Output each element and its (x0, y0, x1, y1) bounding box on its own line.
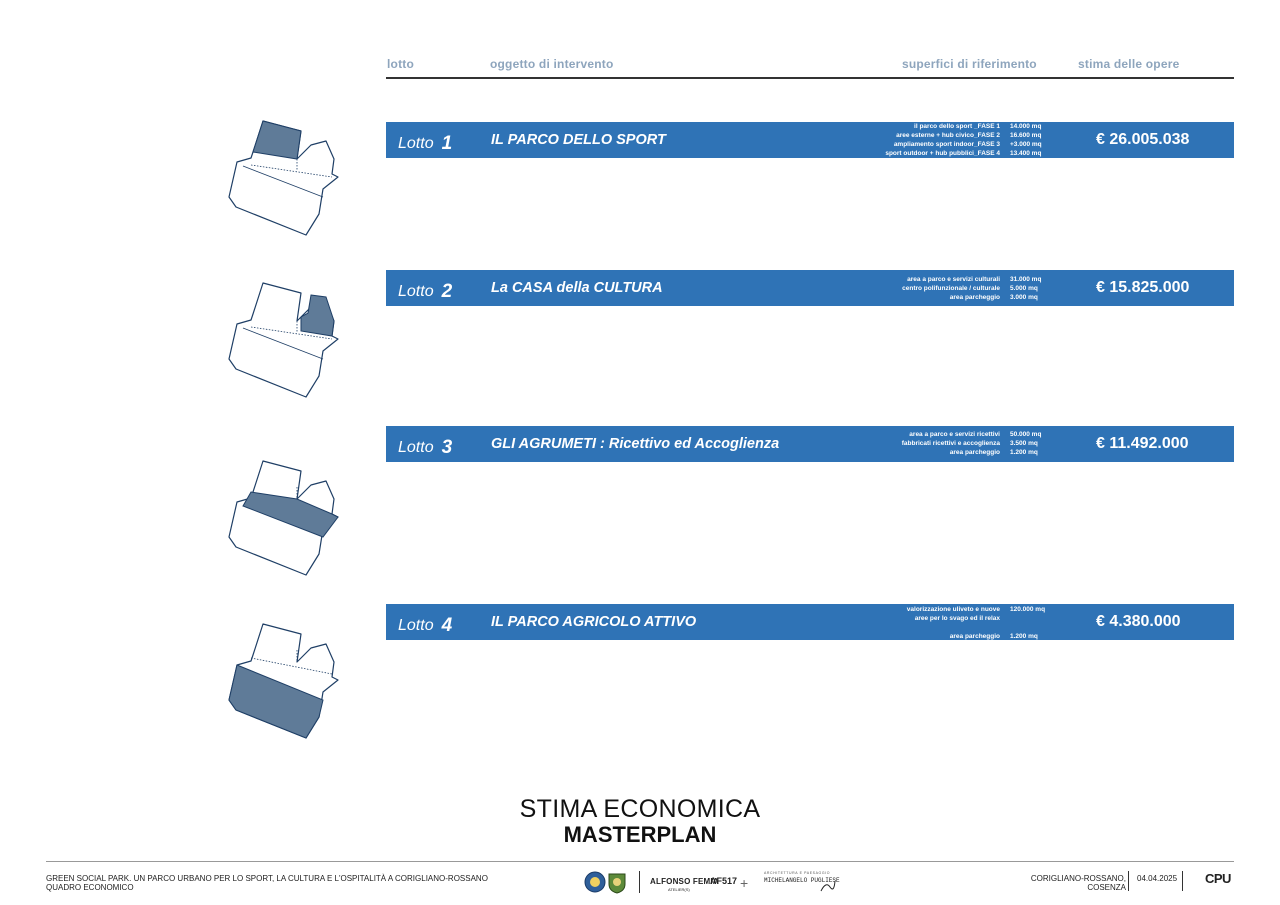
logo-femia: ALFONSO FEMIA (650, 877, 719, 886)
area-value: 50.000 mq (1010, 431, 1042, 438)
lot-1-areas (883, 122, 1042, 158)
lot-3-prefix: Lotto (398, 439, 434, 456)
lot-4-estimate: € 4.380.000 (1096, 613, 1181, 630)
site-plan-lot-3 (226, 459, 340, 577)
lot-4-areas (883, 605, 1045, 641)
crest-logo-icon (584, 871, 606, 893)
site-plan-lot-2 (226, 281, 340, 399)
lot-2-prefix: Lotto (398, 283, 434, 300)
footer-divider (46, 861, 1234, 862)
area-value: 1.200 mq (1010, 449, 1038, 456)
header-lotto: lotto (387, 57, 414, 71)
lot-2-label (398, 280, 452, 302)
header-divider (386, 77, 1234, 79)
area-label: area parcheggio (949, 633, 1000, 640)
lot-4-label (398, 614, 452, 636)
area-value: 3.000 mq (1010, 294, 1038, 301)
lot-1-label (398, 132, 452, 154)
area-label: area parcheggio (949, 449, 1000, 456)
area-label: fabbricati ricettivi e accoglienza (901, 440, 1000, 447)
footer-logos (584, 869, 844, 895)
area-label: area a parco e servizi ricettivi (909, 431, 1000, 438)
lot-2-areas (883, 275, 1041, 302)
area-label: area parcheggio (949, 294, 1000, 301)
header-stima: stima delle opere (1078, 57, 1180, 71)
footer-date: 04.04.2025 (1137, 874, 1178, 883)
lot-3-label (398, 436, 452, 458)
lot-3-title: GLI AGRUMETI : Ricettivo ed Accoglienza (491, 436, 780, 452)
footer-city-line2: COSENZA (1087, 883, 1126, 892)
lot-1-estimate: € 26.005.038 (1096, 131, 1190, 148)
footer-city-line1: CORIGLIANO-ROSSANO, (1030, 874, 1126, 883)
lot-3-number: 3 (441, 437, 453, 458)
footer-project (46, 874, 488, 892)
site-plan-lot-4 (226, 622, 340, 740)
footer-project-line1: GREEN SOCIAL PARK. UN PARCO URBANO PER LO SPORT, LA CULTURA E L'OSPITALITÀ A CORIGLIANO-ROSSANO (46, 874, 488, 883)
logo-separator (639, 871, 640, 893)
logo-femia-sub: ATELIER(S) (668, 887, 690, 892)
lot-1-number: 1 (441, 133, 453, 154)
area-value: 1.200 mq (1010, 633, 1038, 640)
area-label: sport outdoor + hub pubblici_FASE 4 (885, 150, 1000, 157)
area-label: ampliamento sport indoor_FASE 3 (893, 141, 1000, 148)
lot-1-prefix: Lotto (398, 135, 434, 152)
area-value: 3.500 mq (1010, 440, 1038, 447)
brand-logo: CPU (1205, 871, 1231, 886)
summary-subtitle: MASTERPLAN (563, 822, 717, 847)
lot-3-areas (883, 430, 1041, 457)
lot-1-row (386, 122, 1234, 158)
municipal-crest-icon (607, 870, 627, 894)
lot-2-number: 2 (441, 281, 453, 302)
footer-location (1020, 874, 1126, 892)
signature-mark-icon (820, 879, 836, 893)
logo-pugliese-top: ARCHITETTURA E PAESAGGIO (764, 871, 831, 875)
lot-2-estimate: € 15.825.000 (1096, 279, 1190, 296)
lot-4-row (386, 604, 1234, 640)
site-plan-lot-1 (226, 119, 340, 237)
area-label: valorizzazione uliveto e nuove (906, 606, 1000, 613)
area-value: 13.400 mq (1010, 150, 1042, 157)
lot-1-title: IL PARCO DELLO SPORT (491, 132, 666, 148)
area-value: 14.000 mq (1010, 123, 1042, 130)
area-label: il parco dello sport _FASE 1 (914, 123, 1000, 130)
lot-3-estimate: € 11.492.000 (1096, 435, 1189, 452)
lot-4-prefix: Lotto (398, 617, 434, 634)
area-label: centro polifunzionale / culturale (902, 285, 1000, 292)
area-value: 5.000 mq (1010, 285, 1038, 292)
lot-2-title: La CASA della CULTURA (491, 280, 663, 296)
area-value: 16.600 mq (1010, 132, 1042, 139)
area-value: +3.000 mq (1010, 141, 1042, 148)
area-value: 31.000 mq (1010, 276, 1042, 283)
area-label: aree per lo svago ed il relax (914, 615, 1000, 622)
lot-4-title: IL PARCO AGRICOLO ATTIVO (491, 614, 697, 630)
summary-title: STIMA ECONOMICA (519, 795, 761, 823)
header-oggetto: oggetto di intervento (490, 57, 614, 71)
area-label: aree esterne + hub civico_FASE 2 (896, 132, 1000, 139)
area-label: area a parco e servizi culturali (907, 276, 1000, 283)
area-value: 120.000 mq (1010, 606, 1046, 613)
footer-project-line2: QUADRO ECONOMICO (46, 883, 134, 892)
lot-4-number: 4 (441, 615, 453, 636)
lot-3-row (386, 426, 1234, 462)
footer-separator (1182, 871, 1183, 891)
logo-pugliese: MICHELANGELO PUGLIESE (764, 877, 840, 884)
header-superfici: superfici di riferimento (902, 57, 1037, 71)
lot-2-row (386, 270, 1234, 306)
logo-af517: AF517 (710, 876, 738, 886)
plus-icon: + (740, 875, 749, 891)
footer-separator (1128, 871, 1129, 891)
